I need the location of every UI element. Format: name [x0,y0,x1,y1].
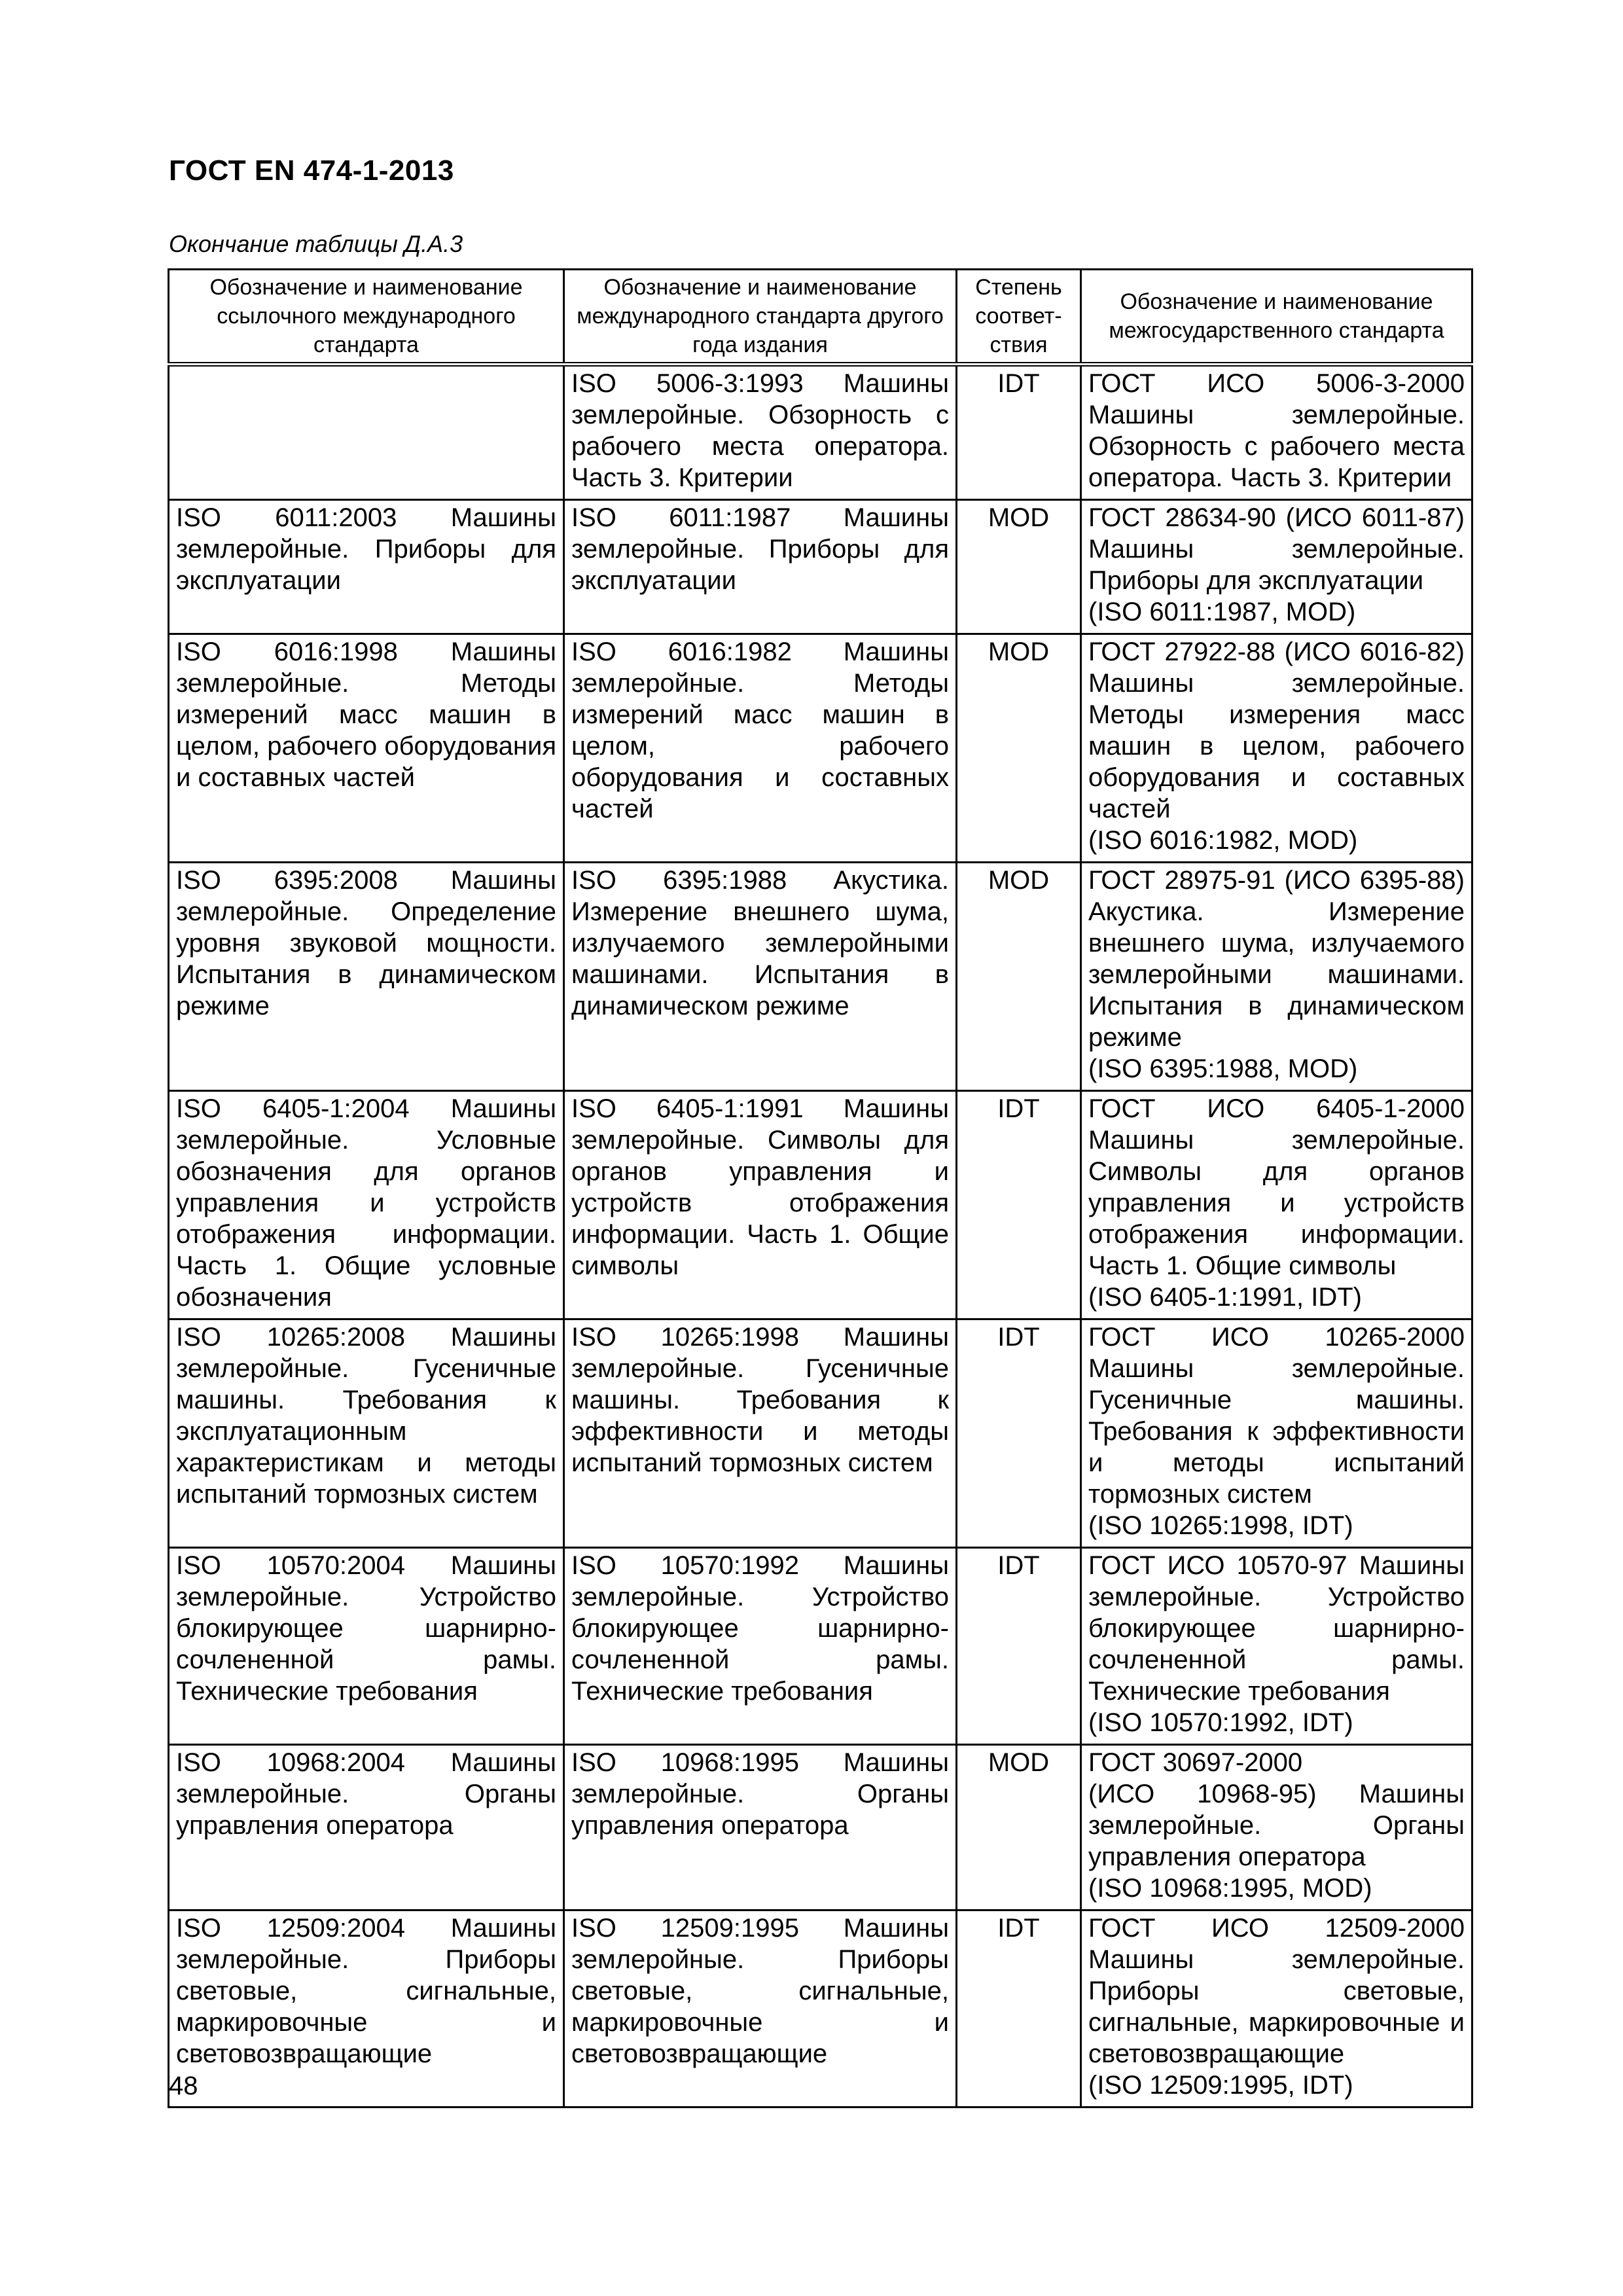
cell-interstate [1081,1091,1472,1319]
cell-other: ISO 10570:1992 Машины землеройные. Устройство блокирующее шарнирно-сочлененной рамы. Технические требования [564,1548,957,1745]
cell-ref: ISO 10968:2004 Машины землеройные. Органы управления оператора [169,1745,564,1910]
cell-ref: ISO 12509:2004 Машины землеройные. Приборы световые, сигнальные, маркировочные и световозвращающие [169,1910,564,2108]
cell-other: ISO 10265:1998 Машины землеройные. Гусеничные машины. Требования к эффективности и методы испытаний тормозных систем [564,1319,957,1548]
interstate-title: ГОСТ 28634-90 (ИСО 6011-87) Машины землеройные. Приборы для эксплуатации [1088,503,1465,595]
interstate-title: ГОСТ 27922-88 (ИСО 6016-82) Машины землеройные. Методы измерения масс машин в целом, рабочего оборудования и составных частей [1088,637,1465,823]
cell-ref: ISO 10265:2008 Машины землеройные. Гусеничные машины. Требования к эксплуатационным характеристикам и методы испытаний тормозных систем [169,1319,564,1548]
interstate-title: ГОСТ 28975-91 (ИСО 6395-88) Акустика. Измерение внешнего шума, излучаемого землеройными машинами. Испытания в динамическом режиме [1088,866,1465,1052]
interstate-note: (ISO 6395:1988, MOD) [1088,1054,1358,1083]
interstate-note: (ISO 6405-1:1991, IDT) [1088,1283,1362,1312]
interstate-note: (ISO 10968:1995, MOD) [1088,1874,1372,1903]
cell-degree: MOD [957,1745,1081,1910]
document-code: ГОСТ EN 474-1-2013 [169,154,454,187]
cell-ref: ISO 6016:1998 Машины землеройные. Методы измерений масс машин в целом, рабочего оборудования и составных частей [169,634,564,863]
cell-other: ISO 6405-1:1991 Машины землеройные. Символы для органов управления и устройств отображения информации. Часть 1. Общие символы [564,1091,957,1319]
col-header-ref: Обозначение и наименование ссылочного международного стандарта [169,270,564,365]
table-caption: Окончание таблицы Д.А.3 [169,230,463,257]
cell-degree: MOD [957,500,1081,634]
cell-degree: IDT [957,1319,1081,1548]
table-row [169,500,1472,634]
table-row [169,1910,1472,2108]
cell-other: ISO 6011:1987 Машины землеройные. Приборы для эксплуатации [564,500,957,634]
interstate-title: ГОСТ ИСО 12509-2000 Машины землеройные. Приборы световые, сигнальные, маркировочные и световозвращающие [1088,1914,1465,2068]
col-header-other: Обозначение и наименование международного стандарта другого года издания [564,270,957,365]
cell-other: ISO 6016:1982 Машины землеройные. Методы измерений масс машин в целом, рабочего оборудования и составных частей [564,634,957,863]
col-header-interstate: Обозначение и наименование межгосударственного стандарта [1081,270,1472,365]
cell-interstate [1081,863,1472,1091]
cell-ref: ISO 6011:2003 Машины землеройные. Приборы для эксплуатации [169,500,564,634]
cell-degree: IDT [957,1091,1081,1319]
cell-interstate: ГОСТ ИСО 5006-3-2000 Машины землеройные. Обзорность с рабочего места оператора. Часть 3. Критерии [1081,365,1472,500]
table-header-row [169,270,1472,365]
table-row [169,1745,1472,1910]
interstate-title: ГОСТ ИСО 6405-1-2000 Машины землеройные. Символы для органов управления и устройств отображения информации. Часть 1. Общие символы [1088,1094,1465,1280]
cell-degree: MOD [957,634,1081,863]
col-header-degree: Степень соответ-ствия [957,270,1081,365]
cell-degree: IDT [957,365,1081,500]
cell-interstate [1081,1745,1472,1910]
cell-interstate [1081,1548,1472,1745]
table-row [169,634,1472,863]
cell-interstate [1081,1319,1472,1548]
table-row [169,1319,1472,1548]
standards-table [168,268,1473,2108]
cell-other: ISO 5006-3:1993 Машины землеройные. Обзорность с рабочего места оператора. Часть 3. Критерии [564,365,957,500]
interstate-note: (ISO 12509:1995, IDT) [1088,2071,1353,2100]
cell-ref: ISO 6405-1:2004 Машины землеройные. Условные обозначения для органов управления и устройств отображения информации. Часть 1. Общие условные обозначения [169,1091,564,1319]
cell-interstate [1081,500,1472,634]
cell-other: ISO 12509:1995 Машины землеройные. Приборы световые, сигнальные, маркировочные и световозвращающие [564,1910,957,2108]
page-number: 48 [169,2072,198,2100]
interstate-note: (ISO 10265:1998, IDT) [1088,1511,1353,1540]
table-row [169,1091,1472,1319]
cell-degree: IDT [957,1910,1081,2108]
cell-ref [169,365,564,500]
cell-degree: IDT [957,1548,1081,1745]
cell-ref: ISO 10570:2004 Машины землеройные. Устройство блокирующее шарнирно-сочлененной рамы. Технические требования [169,1548,564,1745]
table-row [169,365,1472,500]
interstate-title: ГОСТ ИСО 10570-97 Машины землеройные. Устройство блокирующее шарнирно-сочлененной рамы. Технические требования [1088,1551,1465,1706]
interstate-title: (ИСО 10968-95) Машины землеройные. Органы управления оператора [1088,1780,1465,1871]
cell-ref: ISO 6395:2008 Машины землеройные. Определение уровня звуковой мощности. Испытания в динамическом режиме [169,863,564,1091]
cell-interstate [1081,1910,1472,2108]
cell-other: ISO 6395:1988 Акустика. Измерение внешнего шума, излучаемого землеройными машинами. Испытания в динамическом режиме [564,863,957,1091]
interstate-note: (ISO 6016:1982, MOD) [1088,826,1358,855]
interstate-title: ГОСТ ИСО 10265-2000 Машины землеройные. Гусеничные машины. Требования к эффективности и методы испытаний тормозных систем [1088,1323,1465,1509]
table-row [169,863,1472,1091]
interstate-note: (ISO 10570:1992, IDT) [1088,1708,1353,1737]
table-row [169,1548,1472,1745]
interstate-head: ГОСТ 30697-2000 [1088,1748,1303,1777]
interstate-note: (ISO 6011:1987, MOD) [1088,598,1356,626]
cell-interstate [1081,634,1472,863]
cell-degree: MOD [957,863,1081,1091]
cell-other: ISO 10968:1995 Машины землеройные. Органы управления оператора [564,1745,957,1910]
